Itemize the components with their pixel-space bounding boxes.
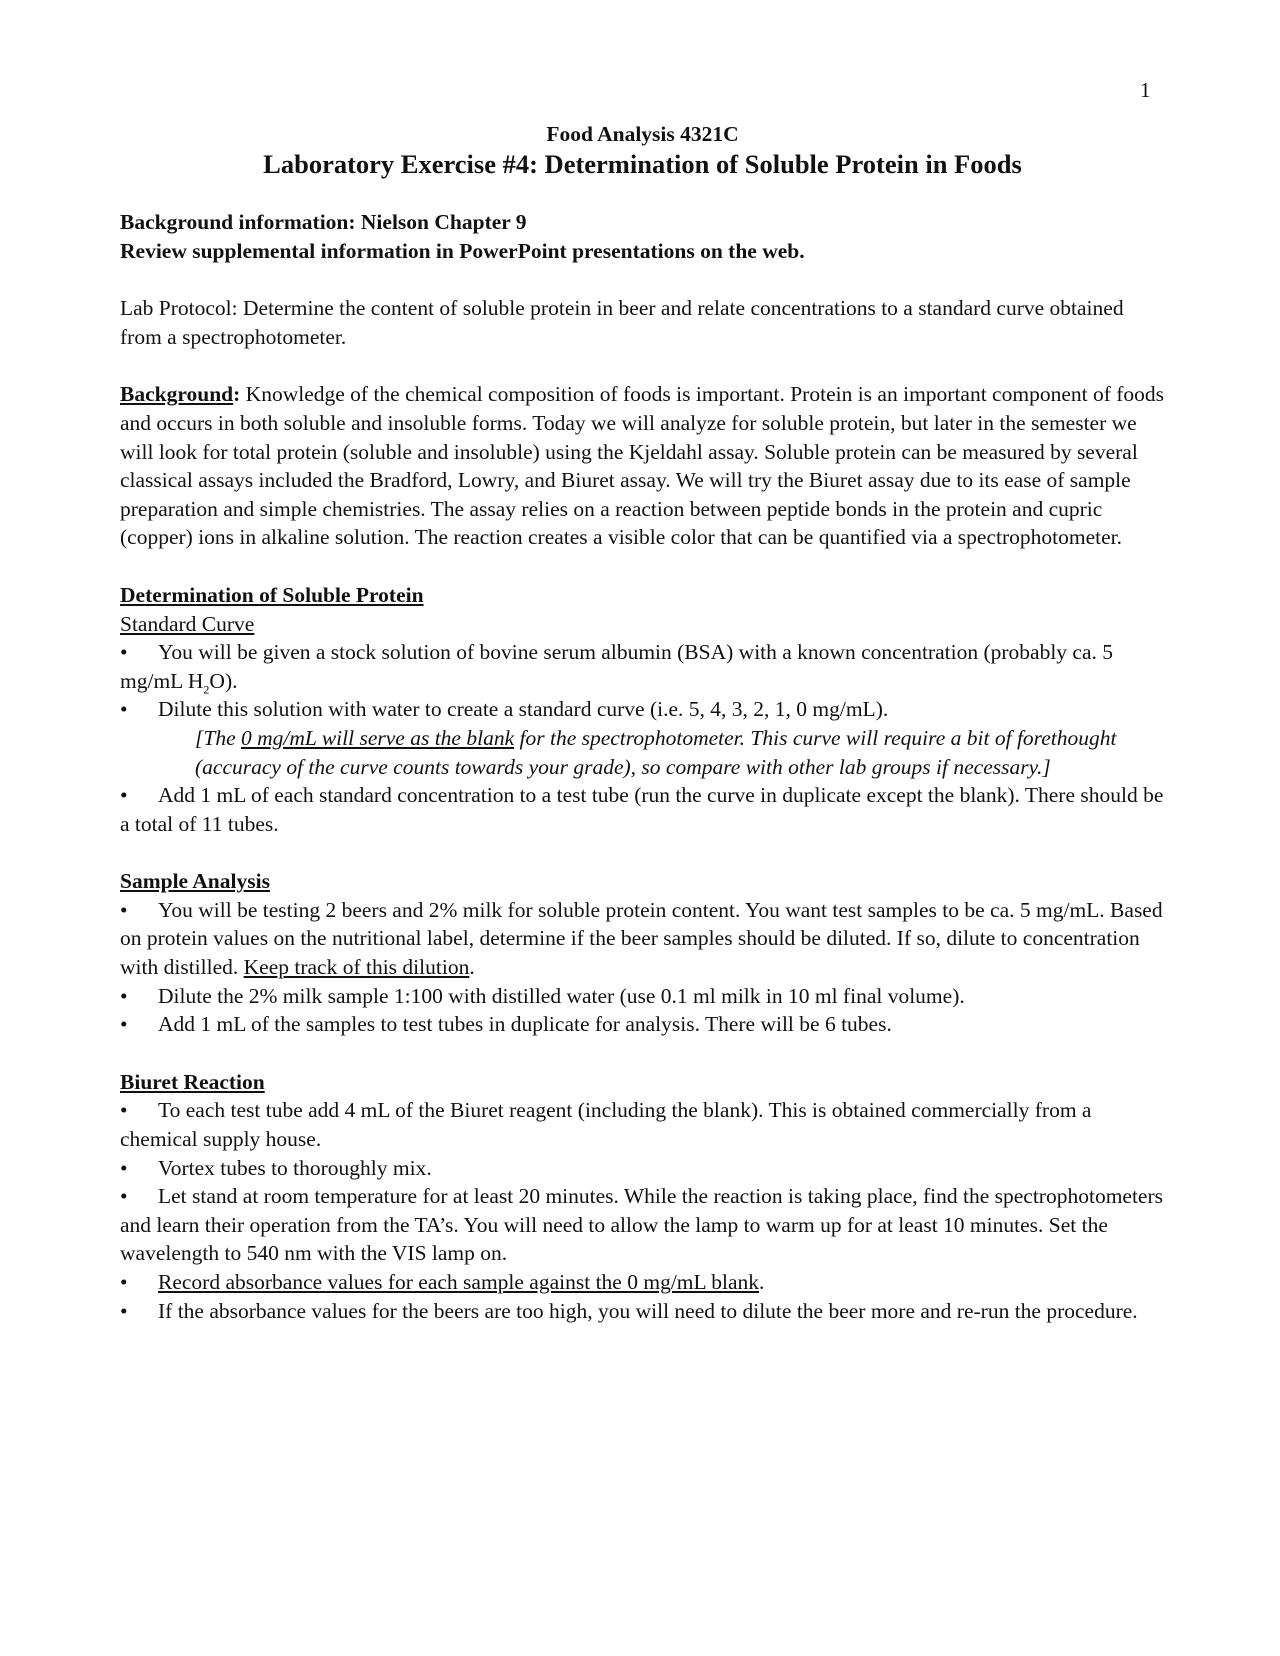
determination-heading: Determination of Soluble Protein <box>120 582 424 607</box>
biuret-bullet-2-text: Vortex tubes to thoroughly mix. <box>158 1155 432 1180</box>
standard-bullet-1-end: O). <box>209 668 238 693</box>
list-item <box>120 982 1165 1011</box>
standard-curve-subheading: Standard Curve <box>120 611 255 636</box>
bullet-icon: • <box>120 1098 128 1123</box>
biuret-bullet-4-end: . <box>759 1270 765 1294</box>
sample-bullet-1-end: . <box>469 955 475 980</box>
note-underlined: 0 mg/mL will serve as the blank <box>241 725 515 750</box>
biuret-heading: Biuret Reaction <box>120 1069 265 1094</box>
list-item <box>120 1268 1165 1297</box>
bullet-icon: • <box>120 783 128 808</box>
blank-note <box>195 724 1165 781</box>
bullet-icon: • <box>120 1012 128 1037</box>
document-body <box>120 120 1165 1325</box>
list-item <box>120 1096 1165 1153</box>
sample-analysis-heading: Sample Analysis <box>120 869 270 894</box>
biuret-bullet-1-text: To each test tube add 4 mL of the Biuret reagent (including the blank). This is obtained commercially from a chemical supply house. <box>120 1098 1092 1152</box>
list-item <box>120 781 1165 838</box>
background-colon: : <box>233 382 241 407</box>
bullet-icon: • <box>120 1184 128 1209</box>
background-label: Background <box>120 382 234 407</box>
list-item <box>120 1010 1165 1039</box>
list-item <box>120 638 1165 695</box>
sample-bullet-1-text: You will be testing 2 beers and 2% milk for soluble protein content. You want test samples to be ca. 5 mg/mL. Based on protein values on the nutritional label, determine if the beer samples should be diluted. If so, dilute to concentration with distilled. <box>120 897 1163 980</box>
list-item <box>120 1182 1165 1268</box>
page-number: 1 <box>1140 78 1151 102</box>
lab-title: Laboratory Exercise #4: Determination of Soluble Protein in Foods <box>263 149 1022 179</box>
sample-bullet-3-text: Add 1 mL of the samples to test tubes in duplicate for analysis. There will be 6 tubes. <box>158 1012 892 1037</box>
bullet-icon: • <box>120 640 128 665</box>
bullet-icon: • <box>120 983 128 1008</box>
standard-bullet-2-text: Dilute this solution with water to create a standard curve (i.e. 5, 4, 3, 2, 1, 0 mg/mL). <box>158 697 889 722</box>
bullet-icon: • <box>120 697 128 722</box>
biuret-bullet-3-text: Let stand at room temperature for at least 20 minutes. While the reaction is taking place, find the spectrophotometers and learn their operation from the TA’s. You will need to allow the lamp to warm up for at least 10 minutes. Set the wavelength to 540 nm with the VIS lamp on. <box>120 1184 1163 1266</box>
list-item <box>120 1297 1165 1326</box>
lab-protocol: Lab Protocol: Determine the content of soluble protein in beer and relate concentrations to a standard curve obtained from a spectrophotometer. <box>120 296 1124 349</box>
sample-bullet-2-text: Dilute the 2% milk sample 1:100 with distilled water (use 0.1 ml milk in 10 ml final volume). <box>158 983 965 1008</box>
course-title: Food Analysis 4321C <box>546 122 739 146</box>
background-paragraph <box>120 380 1165 552</box>
bullet-icon: • <box>120 1270 128 1294</box>
bullet-icon: • <box>120 1155 128 1180</box>
background-text: Knowledge of the chemical composition of foods is important. Protein is an important component of foods and occurs in both soluble and insoluble forms. Today we will analyze for soluble protein, but later in the semester we will look for total protein (soluble and insoluble) using the Kjeldahl assay. Soluble protein can be measured by several classical assays included the Bradford, Lowry, and Biuret assay. We will try the Biuret assay due to its ease of sample preparation and simple chemistries. The assay relies on a reaction between peptide bonds in the protein and cupric (copper) ions in alkaline solution. The reaction creates a visible color that can be quantified via a spectrophotometer. <box>120 382 1165 550</box>
note-end: for the spectrophotometer. This curve will require a bit of forethought (accuracy of the curve counts towards your grade), so compare with other lab groups if necessary.] <box>195 725 1117 779</box>
biuret-bullet-5-text: If the absorbance values for the beers are too high, you will need to dilute the beer more and re-run the procedure. <box>158 1298 1138 1323</box>
review-reference: Review supplemental information in PowerPoint presentations on the web. <box>120 238 805 263</box>
note-start: [The <box>195 725 241 750</box>
list-item <box>120 695 1165 724</box>
bullet-icon: • <box>120 897 128 922</box>
standard-bullet-1-text: You will be given a stock solution of bovine serum albumin (BSA) with a known concentration (probably ca. 5 mg/mL H <box>120 640 1114 693</box>
list-item <box>120 896 1165 982</box>
standard-bullet-3-text: Add 1 mL of each standard concentration to a test tube (run the curve in duplicate except the blank). There should be a total of 11 tubes. <box>120 783 1164 836</box>
record-absorbance-underlined: Record absorbance values for each sample against the 0 mg/mL blank <box>158 1270 759 1294</box>
list-item <box>120 1154 1165 1183</box>
bullet-icon: • <box>120 1298 128 1323</box>
subscript-2: 2 <box>203 682 210 697</box>
keep-track-underlined: Keep track of this dilution <box>243 955 470 980</box>
background-info-reference: Background information: Nielson Chapter 9 <box>120 210 527 234</box>
